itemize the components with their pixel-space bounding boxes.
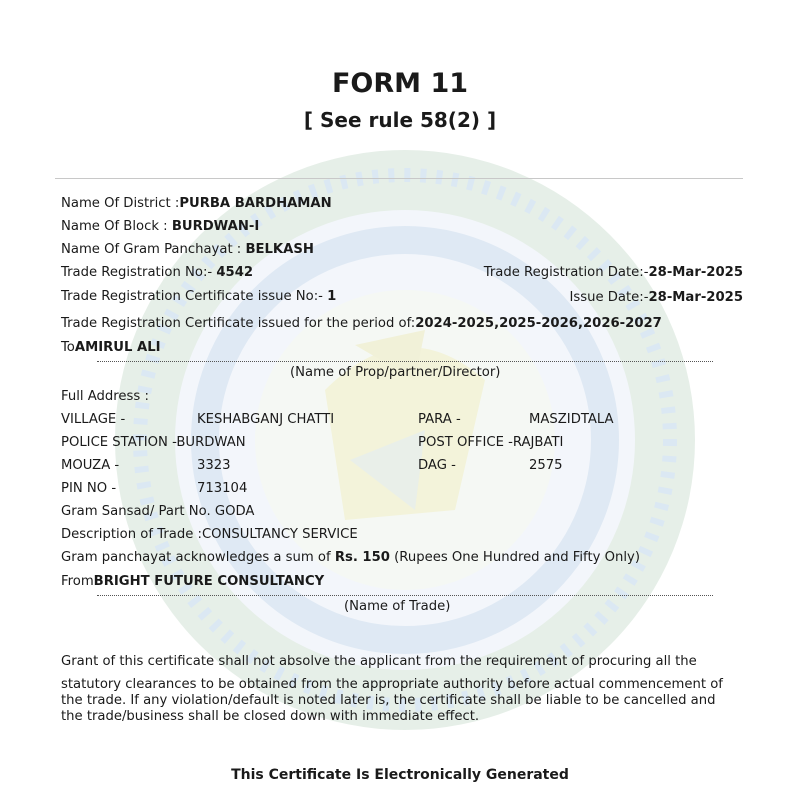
trade-caption: (Name of Trade) <box>344 599 451 614</box>
trade-description-value: CONSULTANCY SERVICE <box>201 527 358 542</box>
police-station-value: BURDWAN <box>176 435 246 450</box>
mouza-label: MOUZA - <box>61 458 120 473</box>
trade-reg-no-label: Trade Registration No:- <box>61 265 217 280</box>
pin-label: PIN NO - <box>61 481 117 496</box>
post-office-label: POST OFFICE - <box>418 435 513 450</box>
trade-reg-date-value: 28-Mar-2025 <box>648 265 743 280</box>
block-value: BURDWAN-I <box>171 219 260 234</box>
police-station-line <box>61 435 246 450</box>
dag-label: DAG - <box>418 458 456 473</box>
sum-line <box>61 550 640 565</box>
trade-reg-date-label: Trade Registration Date:- <box>483 265 649 280</box>
from-label: From <box>61 574 94 589</box>
trade-description-line <box>61 527 358 542</box>
gram-panchayat-value: BELKASH <box>245 242 314 257</box>
sum-words: (Rupees One Hundred and Fifty Only) <box>389 550 640 565</box>
gram-sansad-line <box>61 504 254 519</box>
para-label: PARA - <box>418 412 461 427</box>
district-line <box>61 196 332 211</box>
full-address-heading: Full Address : <box>61 389 149 404</box>
period-value: 2024-2025,2025-2026,2026-2027 <box>415 316 662 331</box>
prop-dotted-line <box>97 361 713 362</box>
trade-reg-no-value: 4542 <box>216 265 254 280</box>
from-line <box>61 574 324 589</box>
footer-note: This Certificate Is Electronically Generated <box>231 767 569 783</box>
trade-reg-date-line <box>484 265 743 280</box>
period-line <box>61 316 662 331</box>
gram-sansad-label: Gram Sansad/ Part No. <box>61 504 215 519</box>
cert-issue-no-value: 1 <box>327 289 337 304</box>
gram-sansad-value: GODA <box>214 504 255 519</box>
trade-description-label: Description of Trade : <box>61 527 202 542</box>
form-subtitle: [ See rule 58(2) ] <box>303 108 497 132</box>
form-title: FORM 11 <box>331 68 469 99</box>
block-line <box>61 219 259 234</box>
gram-panchayat-line <box>61 242 314 257</box>
issue-date-value: 28-Mar-2025 <box>648 290 743 305</box>
period-label: Trade Registration Certificate issued for the period of: <box>61 316 416 331</box>
mouza-value: 3323 <box>197 458 231 473</box>
header-divider <box>55 178 743 179</box>
village-value: KESHABGANJ CHATTI <box>197 412 335 427</box>
trade-dotted-line <box>97 595 713 596</box>
sum-prefix: Gram panchayat acknowledges a sum of <box>61 550 335 565</box>
village-label: VILLAGE - <box>61 412 126 427</box>
from-value: BRIGHT FUTURE CONSULTANCY <box>93 574 325 589</box>
police-station-label: POLICE STATION - <box>61 435 177 450</box>
to-value: AMIRUL ALI <box>74 340 161 355</box>
post-office-line <box>418 435 563 450</box>
district-value: PURBA BARDHAMAN <box>179 196 332 211</box>
post-office-value: RAJBATI <box>512 435 564 450</box>
disclaimer-line1: Grant of this certificate shall not absolve the applicant from the requirement of procuring all the <box>61 654 697 669</box>
para-value: MASZIDTALA <box>529 412 614 427</box>
block-label: Name Of Block : <box>61 219 172 234</box>
disclaimer-body: statutory clearances to be obtained from the appropriate authority before actual commencement of the trade. If any violation/default is noted later is, the certificate shall be liable to be cancelled and the trade/business shall be closed down with immediate effect. <box>61 677 723 724</box>
issue-date-line <box>569 290 743 305</box>
district-label: Name Of District : <box>61 196 180 211</box>
dag-value: 2575 <box>529 458 563 473</box>
gram-panchayat-label: Name Of Gram Panchayat : <box>61 242 246 257</box>
issue-date-label: Issue Date:- <box>569 290 649 305</box>
cert-issue-no-line <box>61 289 336 304</box>
sum-amount: Rs. 150 <box>334 550 390 565</box>
trade-reg-no-line <box>61 265 253 280</box>
prop-caption: (Name of Prop/partner/Director) <box>290 365 501 380</box>
pin-value: 713104 <box>197 481 248 496</box>
to-label: To <box>61 340 75 355</box>
to-line <box>61 340 161 355</box>
cert-issue-no-label: Trade Registration Certificate issue No:- <box>61 289 328 304</box>
